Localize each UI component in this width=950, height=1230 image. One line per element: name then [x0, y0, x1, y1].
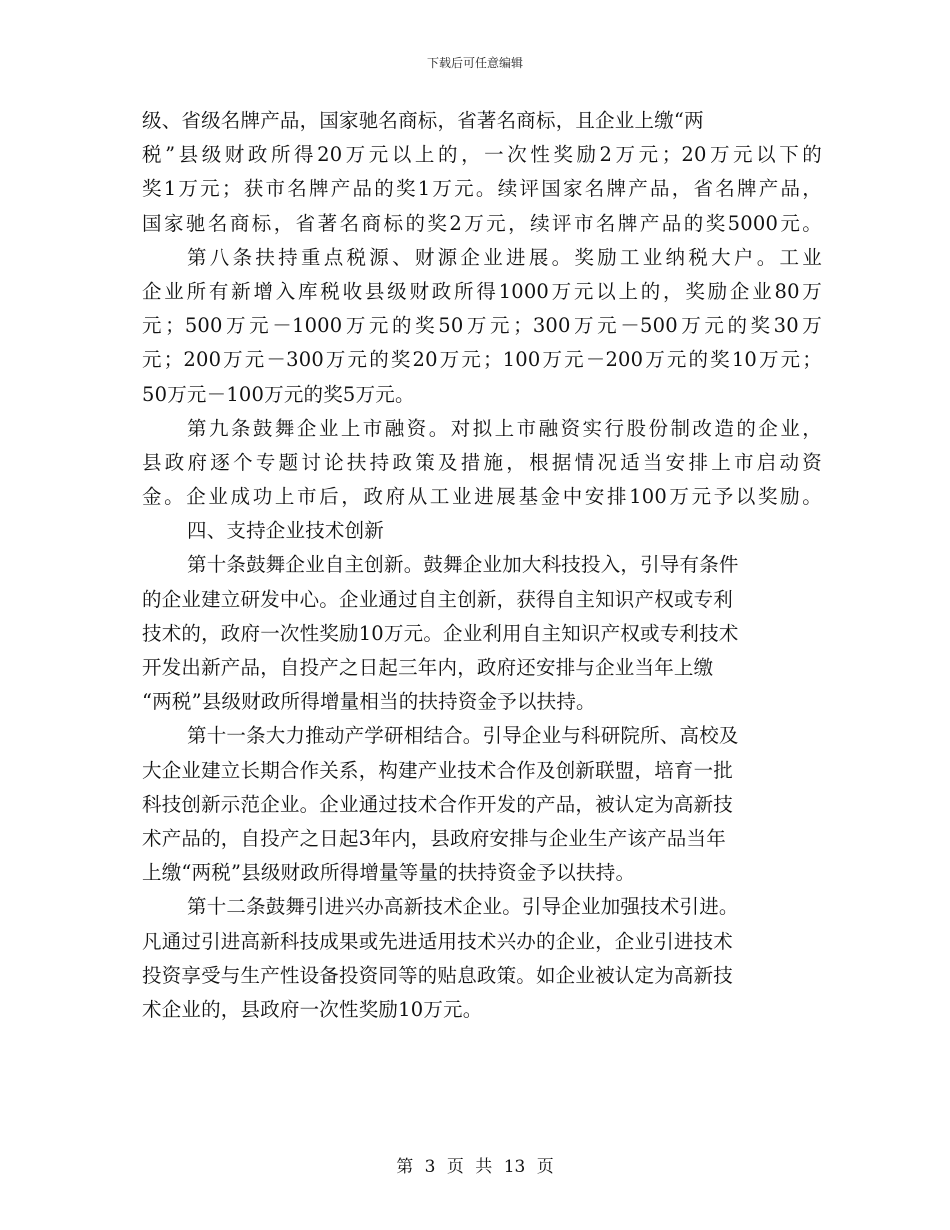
document-body [142, 104, 822, 1027]
text-line: 上缴“两税”县级财政所得增量等量的扶持资金予以扶持。 [142, 861, 636, 885]
text-line: 县政府逐个专题讨论扶持政策及措施，根据情况适当安排上市启动资 [142, 450, 822, 474]
text-line: 凡通过引进高新科技成果或先进适用技术兴办的企业，企业引进技术 [142, 929, 734, 953]
text-line: 开发出新产品，自投产之日起三年内，政府还安排与企业当年上缴 [142, 656, 714, 679]
text-line: 的企业建立研发中心。企业通过自主创新，获得自主知识产权或专利 [142, 587, 734, 611]
text-line: 税”县级财政所得20万元以上的，一次性奖励2万元；20万元以下的 [142, 143, 822, 167]
paragraph-first-line: 第九条鼓舞企业上市融资。对拟上市融资实行股份制改造的企业， [187, 416, 822, 440]
paragraph-first-line: 第十一条大力推动产学研相结合。引导企业与科研院所、高校及 [187, 724, 739, 748]
text-line: 术企业的，县政府一次性奖励10万元。 [142, 997, 483, 1021]
text-line: 大企业建立长期合作关系，构建产业技术合作及创新联盟，培育一批 [142, 758, 734, 782]
text-line: 术产品的，自投产之日起3年内，县政府安排与企业生产该产品当年 [142, 826, 726, 850]
text-line: 投资享受与生产性设备投资同等的贴息政策。如企业被认定为高新技 [142, 963, 734, 987]
text-line: 元；200万元－300万元的奖20万元；100万元－200万元的奖10万元； [142, 348, 822, 372]
text-line: 金。企业成功上市后，政府从工业进展基金中安排100万元予以奖励。 [142, 485, 822, 509]
text-line: 科技创新示范企业。企业通过技术合作开发的产品，被认定为高新技 [142, 792, 734, 816]
text-line: 企业所有新增入库税收县级财政所得1000万元以上的，奖励企业80万 [142, 279, 822, 303]
page-header: 下载后可任意编辑 [426, 56, 523, 70]
paragraph-first-line: 四、支持企业技术创新 [187, 519, 385, 543]
text-line: 级、省级名牌产品，国家驰名商标，省著名商标，且企业上缴“两 [142, 109, 704, 132]
text-line: “两税”县级财政所得增量相当的扶持资金予以扶持。 [142, 690, 596, 714]
paragraph-first-line: 第八条扶持重点税源、财源企业进展。奖励工业纳税大户。工业 [187, 245, 822, 269]
text-line: 元；500万元－1000万元的奖50万元；300万元－500万元的奖30万 [142, 314, 822, 338]
text-line: 50万元－100万元的奖5万元。 [142, 382, 415, 406]
text-line: 奖1万元；获市名牌产品的奖1万元。续评国家名牌产品，省名牌产品， [142, 177, 822, 201]
paragraph-first-line: 第十二条鼓舞引进兴办高新技术企业。引导企业加强技术引进。 [187, 895, 739, 919]
text-line: 国家驰名商标，省著名商标的奖2万元，续评市名牌产品的奖5000元。 [142, 211, 822, 235]
text-line: 技术的，政府一次性奖励10万元。企业利用自主知识产权或专利技术 [142, 621, 739, 645]
paragraph-first-line: 第十条鼓舞企业自主创新。鼓舞企业加大科技投入，引导有条件 [187, 553, 739, 577]
page-number-footer: 第 3 页 共 13 页 [396, 1157, 554, 1177]
